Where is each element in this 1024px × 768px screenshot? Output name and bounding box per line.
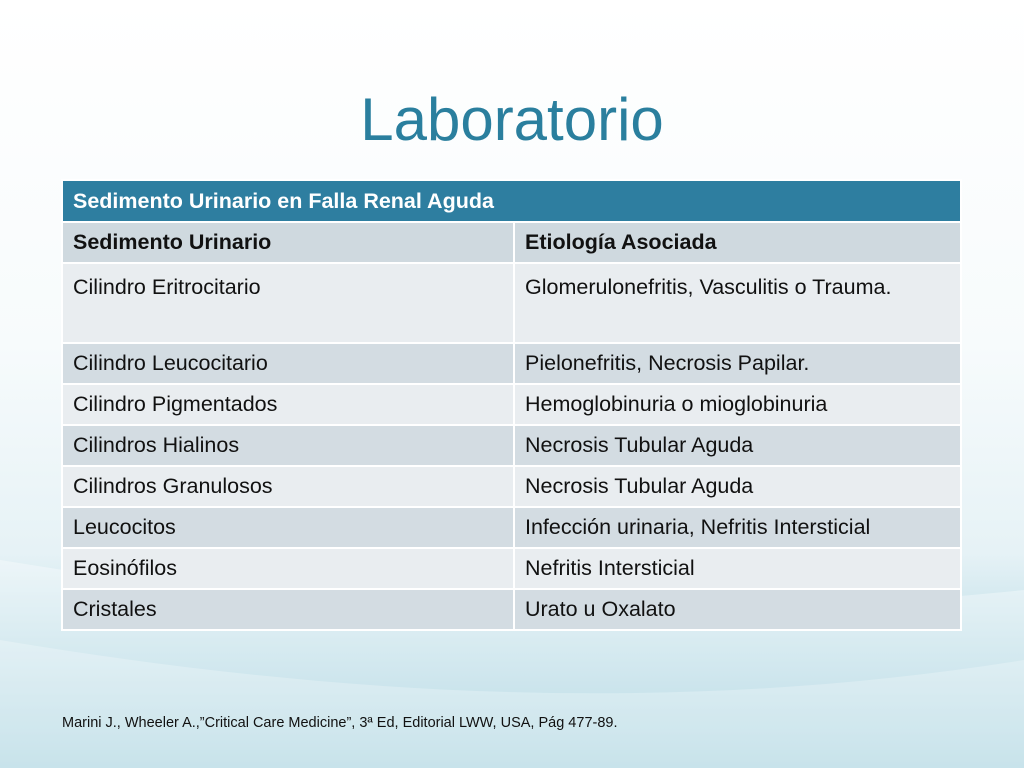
table-row bbox=[62, 507, 961, 548]
table-row bbox=[62, 548, 961, 589]
urinary-sediment-table bbox=[61, 179, 962, 631]
sediment-cell: Cilindro Eritrocitario bbox=[62, 263, 514, 343]
sediment-cell: Cilindro Leucocitario bbox=[62, 343, 514, 384]
citation-footnote: Marini J., Wheeler A.,”Critical Care Medicine”, 3ª Ed, Editorial LWW, USA, Pág 477-89. bbox=[62, 715, 618, 731]
table-row bbox=[62, 384, 961, 425]
sediment-cell: Leucocitos bbox=[62, 507, 514, 548]
etiology-cell: Necrosis Tubular Aguda bbox=[514, 425, 961, 466]
sediment-cell: Eosinófilos bbox=[62, 548, 514, 589]
etiology-cell: Pielonefritis, Necrosis Papilar. bbox=[514, 343, 961, 384]
etiology-cell: Necrosis Tubular Aguda bbox=[514, 466, 961, 507]
table-row bbox=[62, 343, 961, 384]
etiology-cell: Urato u Oxalato bbox=[514, 589, 961, 630]
table-caption-row bbox=[62, 180, 961, 222]
sediment-cell: Cilindro Pigmentados bbox=[62, 384, 514, 425]
etiology-cell: Glomerulonefritis, Vasculitis o Trauma. bbox=[514, 263, 961, 343]
sediment-cell: Cilindros Hialinos bbox=[62, 425, 514, 466]
column-header-sediment: Sedimento Urinario bbox=[62, 222, 514, 263]
etiology-cell: Infección urinaria, Nefritis Intersticial bbox=[514, 507, 961, 548]
column-header-etiology: Etiología Asociada bbox=[514, 222, 961, 263]
etiology-cell: Nefritis Intersticial bbox=[514, 548, 961, 589]
table-row bbox=[62, 589, 961, 630]
sediment-cell: Cilindros Granulosos bbox=[62, 466, 514, 507]
etiology-cell: Hemoglobinuria o mioglobinuria bbox=[514, 384, 961, 425]
table-caption: Sedimento Urinario en Falla Renal Aguda bbox=[62, 180, 961, 222]
table-row bbox=[62, 466, 961, 507]
sediment-cell: Cristales bbox=[62, 589, 514, 630]
table-row bbox=[62, 425, 961, 466]
table-row bbox=[62, 263, 961, 343]
table-header-row bbox=[62, 222, 961, 263]
slide-title: Laboratorio bbox=[360, 86, 664, 153]
